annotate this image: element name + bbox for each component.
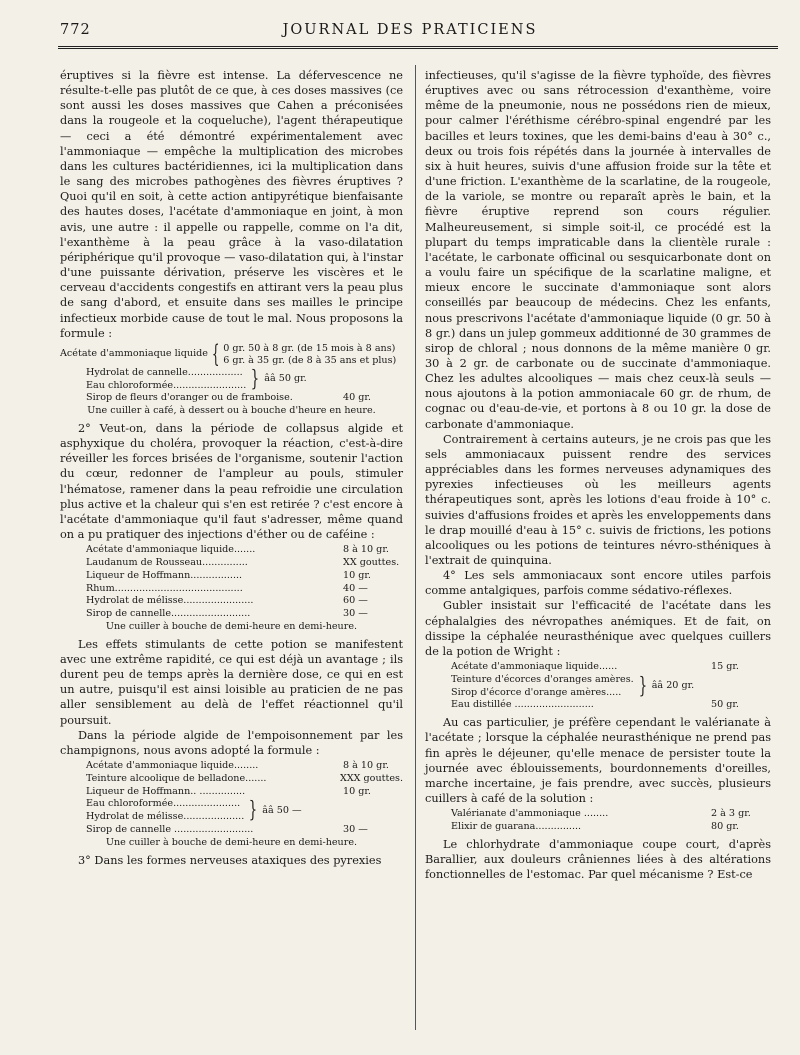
- formula-quantity: 10 gr.: [343, 785, 371, 797]
- formula-quantity: 30 —: [343, 608, 368, 620]
- formula-quantity: 60 —: [343, 595, 368, 607]
- formula-ingredient: Acétate d'ammoniaque liquide......: [451, 661, 618, 673]
- formula-quantity: 40 gr.: [343, 392, 371, 404]
- formula-acetate-row: [60, 340, 403, 369]
- formula-note: Une cuiller à bouche de demi-heure en demi-heure.: [105, 836, 358, 848]
- formula-row: [425, 808, 771, 821]
- formula-quantity: 8 à 10 gr.: [343, 544, 389, 556]
- formula-quantity: 8 à 10 gr.: [343, 760, 389, 772]
- formula-row: [60, 595, 403, 608]
- header-rule: [58, 46, 778, 49]
- formula-ingredient: Acétate d'ammoniaque liquide: [60, 348, 208, 360]
- paragraph: Gubler insistait sur l'efficacité de l'acétate dans les céphalalgies des névropathes anémiques. Et de fait, on dissipe la céphalée neurasthénique avec quelques cuillers de la potion de Wright :: [425, 599, 771, 658]
- formula-row: [60, 557, 403, 570]
- formula-quantity: ââ 50 —: [262, 804, 302, 816]
- brace-icon: {: [211, 340, 220, 369]
- formula-quantity: 50 gr.: [711, 699, 739, 711]
- formula-2: [60, 544, 403, 634]
- formula-ingredient: Teinture d'écorces d'oranges amères.: [451, 673, 634, 685]
- formula-quantity: 10 gr.: [343, 569, 371, 581]
- formula-row: [60, 786, 403, 799]
- formula-1: [60, 340, 403, 418]
- paragraph: Les effets stimulants de cette potion se manifestent avec une extrême rapidité, ce qui est déjà un avantage ; ils durent peu de temps après la dernière dose, ce qui en est un autre, puisqu'il est ainsi loisible au praticien de ne pas aller sensiblement au delà de l'effet réactionnel qu'il poursuit.: [60, 637, 403, 727]
- formula-ingredient: Liqueur de Hoffmann.................: [86, 569, 243, 581]
- paragraph: éruptives si la fièvre est intense. La défervescence ne résulte-t-elle pas plutôt de ce que, à ces doses massives (ce sont aussi les doses massives que Cahen a préconisées dans la rougeole et la coqueluche), l'agent thérapeutique — ceci a été démontré expérimentalement avec l'ammoniaque — empêche la multiplication des microbes dans les cultures bactéridiennes, ici la multiplication dans le sang des microbes pathogènes des fièvres éruptives ? Quoi qu'il en soit, à cette action antipyrétique bienfaisante des hautes doses, l'acétate d'ammoniaque en joint, à mon avis, une autre : il appelle ou rappelle, comme on l'a dit, l'exanthème à la peau grâce à la vaso-dilatation périphérique qu'il provoque — vaso-dilatation qui, à l'instar d'une puissante dérivation, préserve les viscères et le cerveau d'accidents congestifs en attirant vers la peau plus de sang d'abord, et ensuite dans ses mailles le principe infectieux morbide cause de tout le mal. Nous proposons la formule :: [60, 69, 403, 340]
- formula-ingredient: Rhum..........................................: [86, 582, 243, 594]
- formula-brace-group: [60, 367, 403, 393]
- formula-row: [60, 760, 403, 773]
- formula-ingredient: Sirop d'écorce d'orange amères.....: [451, 686, 622, 698]
- formula-brace-group: [60, 798, 403, 824]
- formula-row: [60, 773, 403, 786]
- formula-quantity: 40 —: [343, 582, 368, 594]
- formula-4: [425, 661, 771, 712]
- formula-ingredient: Liqueur de Hoffmann.. ...............: [86, 785, 246, 797]
- formula-ingredient: Acétate d'ammoniaque liquide.......: [86, 544, 256, 556]
- formula-ingredient: Sirop de cannelle ..........................: [86, 824, 254, 836]
- paragraph: Contrairement à certains auteurs, je ne crois pas que les sels ammoniacaux puissent rendre des services appréciables dans les formes nerveuses adynamiques des pyrexies infectieuses où les meilleurs agents thérapeutiques sont, après les lotions d'eau froide à 10° c. suivies d'affusions froides et après les enveloppements dans le drap mouillé d'eau à 15° c. suivis de frictions, les potions alcooliques ou les potions de teintures névro-sthéniques à l'extrait de quinquina.: [425, 432, 771, 567]
- formula-5: [425, 808, 771, 834]
- formula-ingredient: Teinture alcoolique de belladone.......: [86, 772, 267, 784]
- left-column: [60, 68, 403, 868]
- formula-ingredient: Laudanum de Rousseau...............: [86, 557, 248, 569]
- formula-quantity: XXX gouttes.: [340, 772, 403, 784]
- right-column: [425, 68, 771, 882]
- formula-ingredient: Elixir de guarana...............: [451, 821, 582, 833]
- paragraph: 2° Veut-on, dans la période de collapsus algide et asphyxique du choléra, provoquer la réaction, c'est-à-dire réveiller les forces brisées de l'organisme, soutenir l'action du cœur, redonner de l'ampleur au pouls, stimuler l'hématose, ramener dans la peau refroidie une circulation plus active et la chaleur qui s'en est retirée ? c'est encore à l'acétate d'ammoniaque qu'il faut s'adresser, même quand on a pu pratiquer des injections d'éther ou de caféine :: [60, 422, 403, 542]
- formula-row: [60, 583, 403, 596]
- brace-icon: }: [251, 366, 260, 392]
- paragraph: Au cas particulier, je préfère cependant le valérianate à l'acétate ; lorsque la céphalée neurasthénique ne prend pas fin après le déjeuner, qu'elle menace de persister toute la journée avec éblouissements, bourdonnements d'oreilles, marche incertaine, je fais prendre, avec succès, plusieurs cuillers à café de la solution :: [425, 716, 771, 806]
- formula-ingredient: Sirop de cannelle..........................: [86, 608, 251, 620]
- paragraph: 4° Les sels ammoniacaux sont encore utiles parfois comme antalgiques, parfois comme sédativo-réflexes.: [425, 569, 771, 598]
- formula-row: [425, 661, 771, 674]
- formula-quantity: XX gouttes.: [343, 557, 400, 569]
- formula-3: [60, 760, 403, 850]
- formula-dose: 6 gr. à 35 gr. (de 8 à 35 ans et plus): [223, 354, 397, 366]
- journal-title: JOURNAL DES PRATICIENS: [282, 22, 538, 38]
- formula-dose: 0 gr. 50 à 8 gr. (de 15 mois à 8 ans): [223, 342, 396, 354]
- formula-row: [425, 699, 771, 712]
- formula-quantity: ââ 20 gr.: [651, 680, 695, 692]
- formula-quantity: 2 à 3 gr.: [711, 808, 751, 820]
- paragraph: 3° Dans les formes nerveuses ataxiques des pyrexies: [78, 853, 382, 867]
- formula-quantity: ââ 50 gr.: [264, 373, 307, 385]
- formula-row: [60, 392, 403, 405]
- formula-row: [60, 544, 403, 557]
- formula-ingredient: Eau distillée ..........................: [451, 699, 594, 711]
- formula-row: [425, 821, 771, 834]
- formula-ingredient: Acétate d'ammoniaque liquide........: [86, 760, 259, 772]
- paragraph: infectieuses, qu'il s'agisse de la fièvre typhoïde, des fièvres éruptives avec ou sans rétrocession d'exanthème, voire même de la pneumonie, nous ne possédons rien de mieux, pour calmer l'éréthisme cérébro-spinal engendré par les bacilles et leurs toxines, que les demi-bains d'eau à 30° c., deux ou trois fois répétés dans la journée à intervalles de six à huit heures, suivis d'une affusion froide sur la tête et d'une friction. L'exanthème de la scarlatine, de la rougeole, de la variole, se montre ou reparaît après le bain, et la fièvre éruptive reprend son cours régulier. Malheureusement, si simple soit-il, ce procédé est la plupart du temps impraticable dans la clientèle rurale : l'acétate, le carbonate officinal ou sesquicarbonate dont on a voulu faire un spécifique de la scarlatine maligne, et mieux encore le succinate d'ammoniaque sont alors conseillés par beaucoup de médecins. Chez les enfants, nous prescrivons l'acétate d'ammoniaque liquide (0 gr. 50 à 8 gr.) dans un julep gommeux additionné de 30 grammes de sirop de chloral ; nous donnons de la même manière 0 gr. 30 à 2 gr. de carbonate ou de succinate d'ammoniaque. Chez les adultes alcooliques — mais chez ceux-là seuls — nous ajoutons à la potion ammoniacale 60 gr. de rhum, de cognac ou d'eau-de-vie, et portons à 8 ou 10 gr. la dose de carbonate d'ammoniaque.: [425, 69, 771, 431]
- formula-row: [60, 570, 403, 583]
- formula-ingredient: Sirop de fleurs d'oranger ou de framboise.: [86, 392, 293, 404]
- formula-row: [60, 608, 403, 621]
- formula-ingredient: Valérianate d'ammoniaque ........: [451, 808, 609, 820]
- formula-ingredient: Hydrolat de mélisse....................: [86, 811, 245, 823]
- paragraph: Dans la période algide de l'empoisonnement par les champignons, nous avons adopté la formule :: [60, 728, 403, 757]
- formula-brace-group: [425, 674, 771, 700]
- page-number: 772: [60, 22, 91, 38]
- formula-ingredient: Eau chloroformée......................: [86, 798, 241, 810]
- brace-icon: }: [249, 798, 258, 824]
- formula-ingredient: Eau chloroformée........................: [86, 379, 247, 391]
- page-header: [60, 22, 760, 42]
- paragraph: Le chlorhydrate d'ammoniaque coupe court, d'après Barallier, aux douleurs crâniennes liées à des altérations fonctionnelles de l'estomac. Par quel mécanisme ? Est-ce: [425, 837, 771, 882]
- formula-ingredient: Hydrolat de mélisse.......................: [86, 595, 254, 607]
- formula-quantity: 80 gr.: [711, 821, 739, 833]
- formula-ingredient: Hydrolat de cannelle..................: [86, 366, 243, 378]
- formula-note: Une cuiller à café, à dessert ou à bouche d'heure en heure.: [87, 405, 376, 417]
- brace-icon: }: [638, 673, 647, 699]
- column-divider: [415, 65, 416, 1030]
- formula-note: Une cuiller à bouche de demi-heure en demi-heure.: [105, 621, 358, 633]
- formula-row: [60, 824, 403, 837]
- formula-quantity: 15 gr.: [711, 661, 739, 673]
- formula-quantity: 30 —: [343, 824, 368, 836]
